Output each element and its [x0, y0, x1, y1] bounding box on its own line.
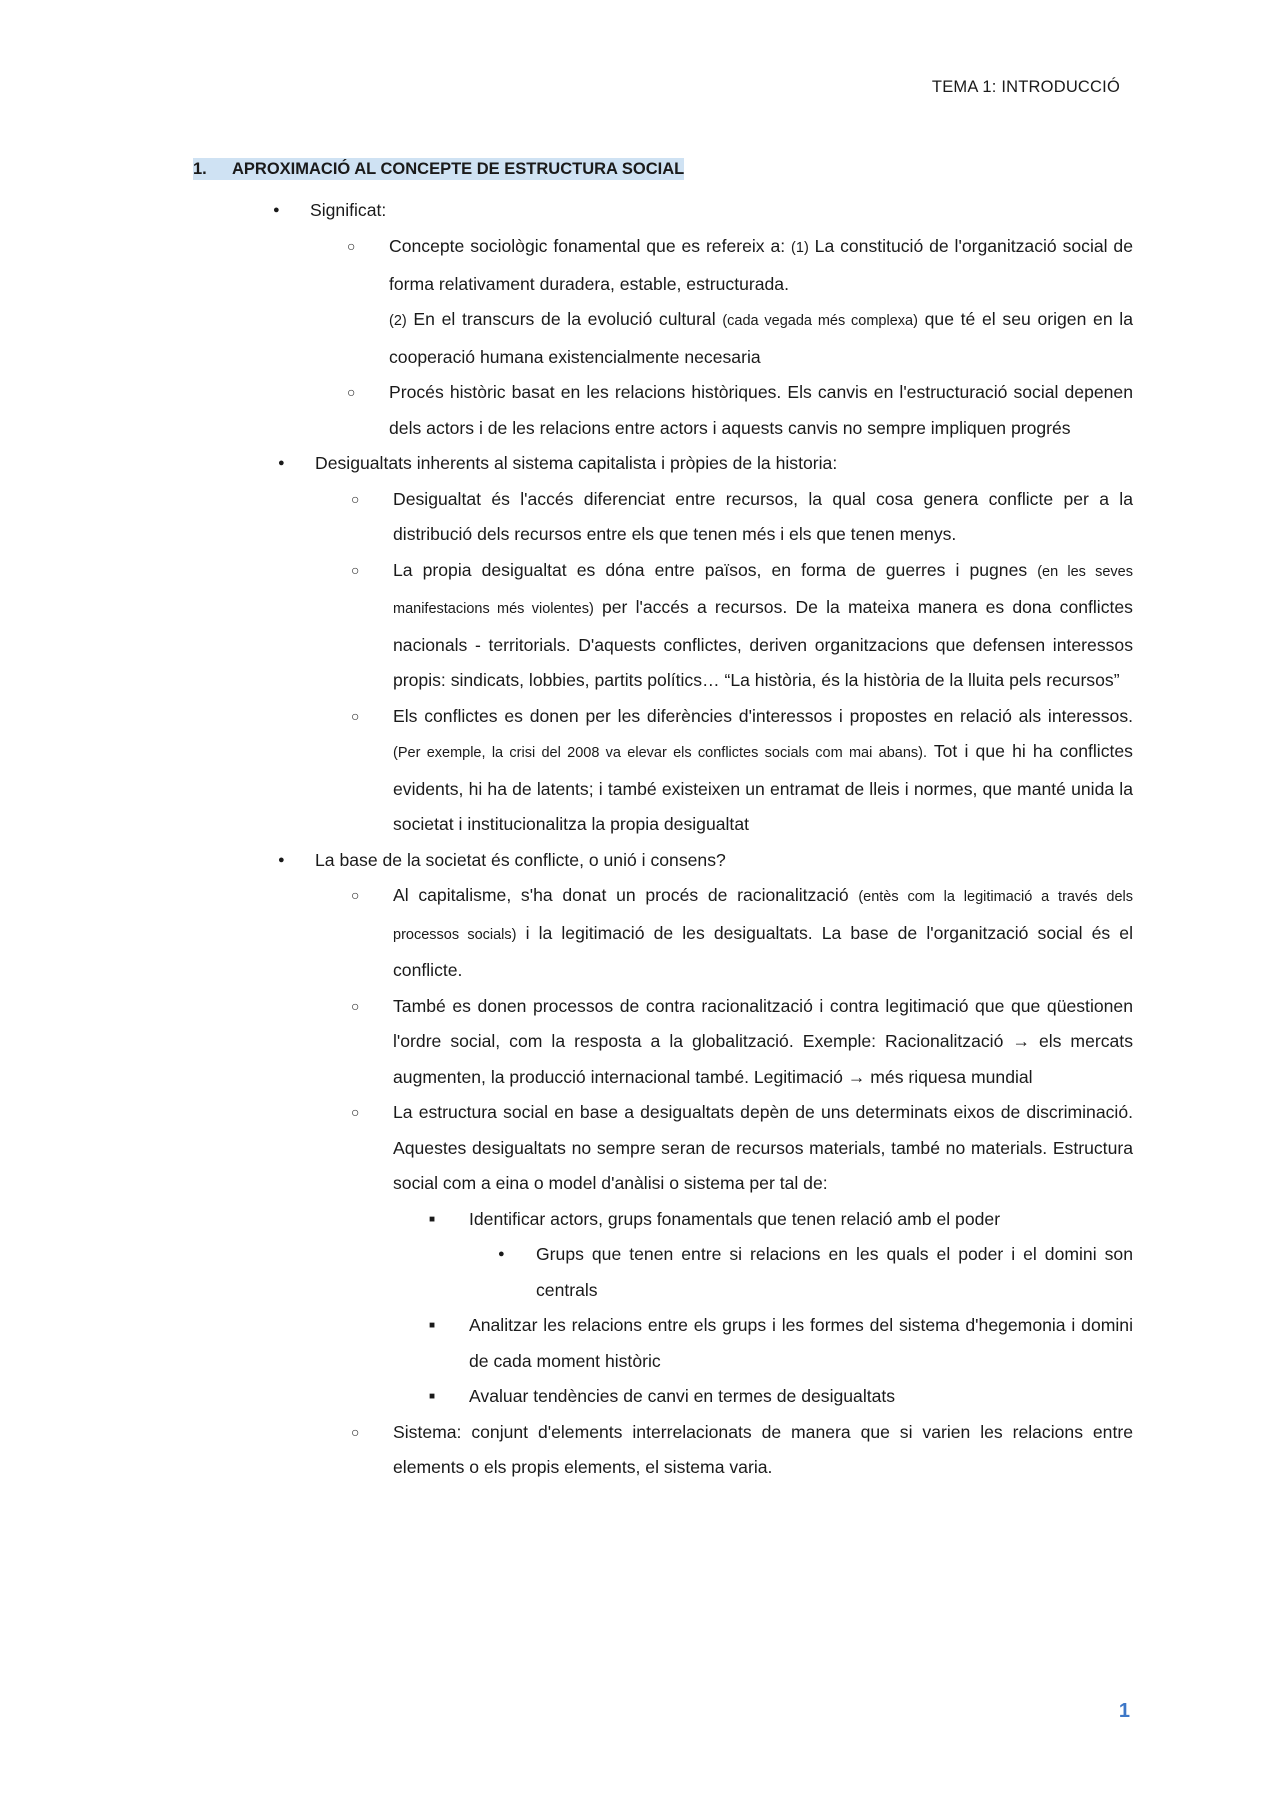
- text-run: que té el seu origen en la cooperació humana existencialmente necesaria: [389, 309, 1133, 367]
- section-title: APROXIMACIÓ AL CONCEPTE DE ESTRUCTURA SOCIAL: [232, 160, 685, 178]
- bullet-marker: ●: [498, 1248, 505, 1260]
- sub-bullet-capitalisme: [351, 878, 1134, 989]
- text-run-small: (en les seves manifestacions més violentes): [393, 563, 1133, 617]
- sub-bullet-contra: [351, 989, 1133, 1096]
- circle-marker: ○: [351, 561, 360, 578]
- text-run: Avaluar tendències de canvi en termes de desigualtats: [469, 1386, 896, 1406]
- sub-bullet-proces: [347, 375, 1133, 446]
- bullet-text: La base de la societat és conflicte, o unió i consens?: [315, 849, 726, 870]
- square-marker: ■: [429, 1213, 436, 1225]
- text-run: Analitzar les relacions entre els grups i les formes del sistema d'hegemonia i domini de cada moment històric: [469, 1315, 1133, 1371]
- text-run: Procés històric basat en les relacions històriques. Els canvis en l'estructuració social depenen dels actors i de les relacions entre actors i aquests canvis no sempre impliquen progrés: [389, 382, 1133, 438]
- text-run: La constitució de l'organització social de forma relativament duradera, estable, estructurada.: [389, 236, 1133, 294]
- circle-marker: ○: [351, 490, 360, 507]
- text-run: També es donen processos de contra racionalització i contra legitimació que que qüestionen l'ordre social, com la resposta a la globalització. Exemple: Racionalització → els mercats augmenten, la producció internacional també. Legitimació → més riquesa mundial: [393, 995, 1133, 1087]
- circle-marker: ○: [347, 238, 356, 254]
- heading-highlight: [193, 158, 684, 180]
- section-number: 1.: [193, 160, 207, 178]
- square-marker: ■: [429, 1320, 436, 1331]
- sub-bullet-paisos: [351, 553, 1133, 699]
- square-marker: ■: [429, 1391, 436, 1402]
- bullet-text: Desigualtats inherents al sistema capitalista i pròpies de la historia:: [315, 453, 838, 473]
- sub-bullet-concepte: [347, 229, 1133, 302]
- bullet-text: Significat:: [310, 199, 387, 220]
- text-run-small: (1): [791, 240, 809, 256]
- text-run-small: (Per exemple, la crisi del 2008 va elevar els conflictes socials com mai abans).: [393, 745, 928, 761]
- sub-bullet-estructura: [351, 1095, 1133, 1202]
- circle-marker: ○: [351, 707, 360, 724]
- circle-marker: ○: [351, 1423, 360, 1440]
- sub-bullet-sistema: [351, 1415, 1133, 1486]
- circle-marker: ○: [351, 887, 360, 903]
- circle-marker: ○: [347, 384, 356, 400]
- text-run-small: (2): [389, 313, 407, 329]
- square-item-identificar: [429, 1202, 1133, 1238]
- text-run: En el transcurs de la evolució cultural: [406, 309, 723, 329]
- section-heading: [193, 152, 1133, 188]
- text-run: Desigualtat és l'accés diferenciat entre recursos, la qual cosa genera conflicte per a la distribució dels recursos entre els que tenen més i els que tenen menys.: [393, 488, 1133, 544]
- dot-item-grups: [498, 1237, 1133, 1308]
- sub-bullet-acces: [351, 482, 1133, 553]
- bullet-marker: ●: [278, 457, 285, 469]
- paragraph-evolucio: [389, 302, 1133, 375]
- square-item-analitzar: [429, 1308, 1133, 1379]
- circle-marker: ○: [351, 1104, 360, 1120]
- text-run: La estructura social en base a desigualtats depèn de uns determinats eixos de discriminació. Aquestes desigualtats no sempre seran de recursos materials, també no materials. Estructura social com a eina o model d'anàlisi o sistema per tal de:: [393, 1102, 1133, 1193]
- bullet-desigualtats: [278, 446, 1133, 482]
- text-run: Els conflictes es donen per les diferències d'interessos i propostes en relació als interessos.: [393, 705, 1133, 726]
- square-item-avaluar: [429, 1379, 1133, 1415]
- bullet-significat: [273, 193, 1133, 229]
- document-body: [193, 152, 1133, 1486]
- circle-marker: ○: [351, 997, 360, 1014]
- text-run: Sistema: conjunt d'elements interrelacionats de manera que si varien les relacions entre elements o els propis elements, el sistema varia.: [393, 1421, 1133, 1477]
- text-run: La propia desigualtat es dóna entre països, en forma de guerres i pugnes: [393, 559, 1038, 580]
- text-run-small: (entès com la legitimació a través dels processos socials): [393, 889, 1133, 943]
- page-number: 1: [1118, 1700, 1130, 1722]
- page-header: TEMA 1: INTRODUCCIÓ: [931, 78, 1120, 96]
- bullet-base-societat: [278, 843, 1133, 879]
- bullet-marker: ●: [278, 853, 285, 866]
- text-run: per l'accés a recursos. De la mateixa manera es dona conflictes nacionals - territorials. D'aquests conflictes, deriven organitzacions que defensen interessos propis: sindicats, lobbies, partits polítics… “La història, és la història de la lluita pels recursos”: [393, 597, 1133, 690]
- text-run: Identificar actors, grups fonamentals que tenen relació amb el poder: [469, 1208, 1001, 1229]
- text-run-small: (cada vegada més complexa): [722, 313, 918, 329]
- text-run: Al capitalisme, s'ha donat un procés de racionalització: [393, 885, 859, 905]
- sub-bullet-conflictes: [351, 699, 1133, 843]
- text-run: Grups que tenen entre si relacions en les quals el poder i el domini son centrals: [536, 1244, 1133, 1300]
- bullet-marker: ●: [273, 203, 280, 216]
- text-run: Concepte sociològic fonamental que es refereix a:: [389, 236, 792, 256]
- text-run: Tot i que hi ha conflictes evidents, hi ha de latents; i també existeixen un entramat de lleis i normes, que manté unida la societat i institucionalitza la propia desigualtat: [393, 741, 1133, 834]
- text-run: i la legitimació de les desigualtats. La base de l'organització social és el conflicte.: [393, 922, 1134, 980]
